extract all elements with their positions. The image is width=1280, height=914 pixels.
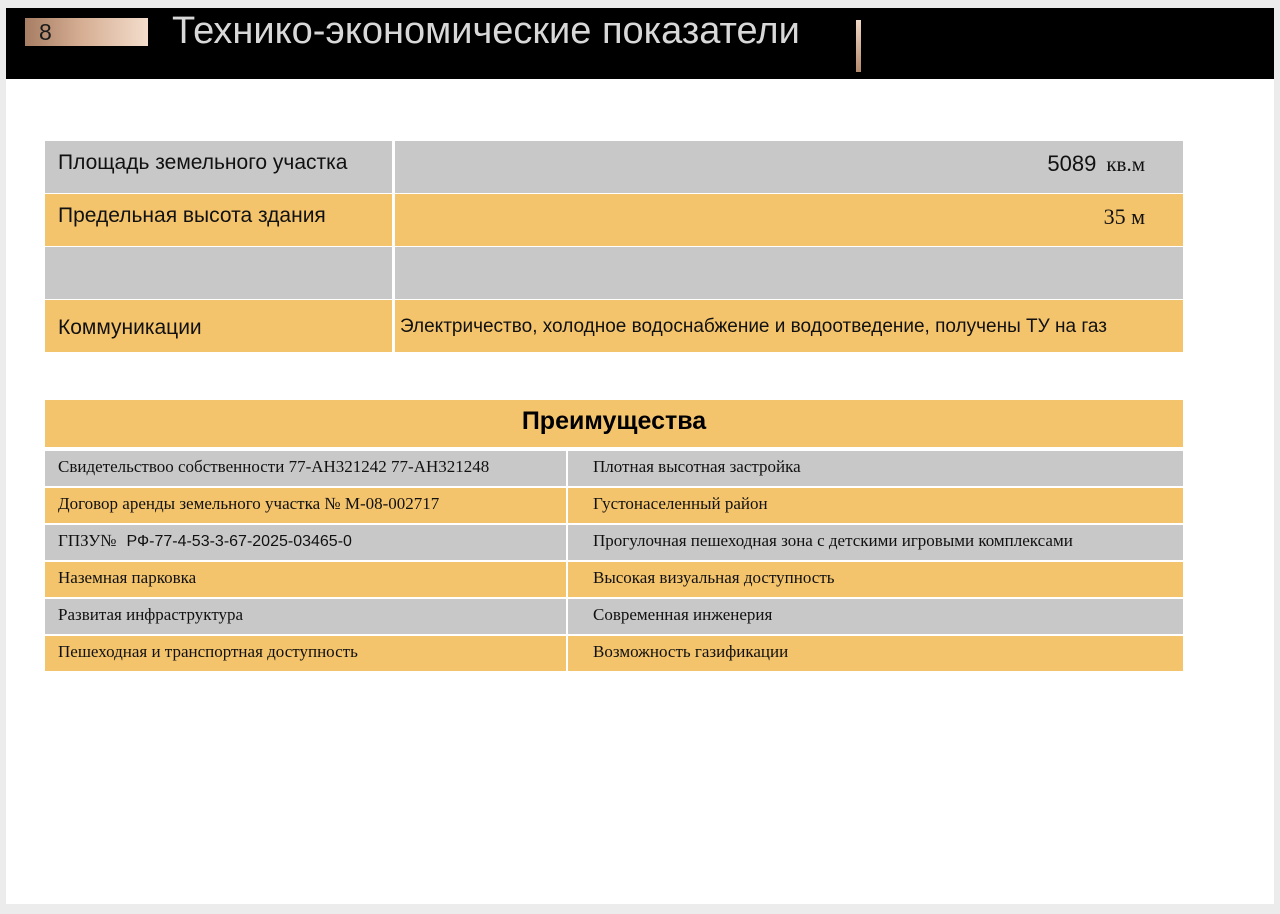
slide-page bbox=[6, 8, 1274, 904]
indicator-label-cell bbox=[45, 247, 392, 299]
advantage-cell-left bbox=[45, 562, 566, 597]
indicator-row-area bbox=[45, 141, 1183, 193]
advantage-text: Густонаселенный район bbox=[593, 494, 768, 513]
height-label: Предельная высота здания bbox=[58, 204, 326, 227]
advantage-cell-right bbox=[568, 599, 1183, 634]
advantage-row bbox=[45, 636, 1183, 671]
slide-title: Технико-экономические показатели bbox=[172, 10, 800, 52]
advantages-table bbox=[45, 451, 1183, 673]
advantage-cell-right bbox=[568, 488, 1183, 523]
area-unit: кв.м bbox=[1106, 152, 1145, 176]
advantage-row bbox=[45, 451, 1183, 486]
indicator-value-cell bbox=[395, 300, 1183, 352]
advantage-text: Плотная высотная застройка bbox=[593, 457, 801, 476]
indicator-row-height bbox=[45, 194, 1183, 246]
advantage-text bbox=[58, 531, 352, 551]
advantage-text: Высокая визуальная доступность bbox=[593, 568, 835, 587]
advantage-cell-left bbox=[45, 599, 566, 634]
advantage-cell-left bbox=[45, 451, 566, 486]
indicator-row-communications bbox=[45, 300, 1183, 352]
advantage-text: Пешеходная и транспортная доступность bbox=[58, 642, 358, 661]
communications-value: Электричество, холодное водоснабжение и водоотведение, получены ТУ на газ bbox=[400, 316, 1107, 337]
height-value: 35 м bbox=[1103, 204, 1145, 229]
advantage-cell-right bbox=[568, 562, 1183, 597]
advantage-cell-right bbox=[568, 451, 1183, 486]
slide-header bbox=[6, 8, 1274, 79]
gpzu-label: ГПЗУ№ bbox=[58, 531, 117, 550]
advantage-text: Возможность газификации bbox=[593, 642, 789, 661]
advantage-cell-left bbox=[45, 636, 566, 671]
advantage-cell-left bbox=[45, 525, 566, 560]
advantage-text: Договор аренды земельного участка № М-08-002717 bbox=[58, 494, 440, 513]
area-label: Площадь земельного участка bbox=[58, 151, 348, 174]
advantage-row bbox=[45, 488, 1183, 523]
advantage-text: Наземная парковка bbox=[58, 568, 197, 587]
area-number: 5089 bbox=[1047, 151, 1097, 176]
area-value bbox=[1047, 151, 1145, 177]
advantage-text: Свидетельствоо собственности 77-АН321242 77-АН321248 bbox=[58, 457, 490, 476]
advantages-heading: Преимущества bbox=[45, 400, 1183, 447]
advantage-cell-left bbox=[45, 488, 566, 523]
advantage-text: Развитая инфраструктура bbox=[58, 605, 244, 624]
advantage-row bbox=[45, 599, 1183, 634]
indicator-label-cell bbox=[45, 300, 392, 352]
indicators-table bbox=[45, 141, 1183, 353]
indicator-row-empty bbox=[45, 247, 1183, 299]
indicator-label-cell bbox=[45, 141, 392, 193]
advantage-row bbox=[45, 562, 1183, 597]
page-number: 8 bbox=[25, 18, 148, 46]
advantage-row bbox=[45, 525, 1183, 560]
indicator-value-cell bbox=[395, 141, 1183, 193]
advantage-cell-right bbox=[568, 525, 1183, 560]
gpzu-code: РФ-77-4-53-3-67-2025-03465-0 bbox=[126, 533, 352, 550]
advantage-text: Современная инженерия bbox=[593, 605, 773, 624]
indicator-value-cell bbox=[395, 194, 1183, 246]
communications-label: Коммуникации bbox=[58, 316, 202, 339]
advantage-cell-right bbox=[568, 636, 1183, 671]
indicator-value-cell bbox=[395, 247, 1183, 299]
title-accent-bar bbox=[856, 20, 861, 72]
advantage-text: Прогулочная пешеходная зона с детскими игровыми комплексами bbox=[593, 531, 1073, 550]
indicator-label-cell bbox=[45, 194, 392, 246]
